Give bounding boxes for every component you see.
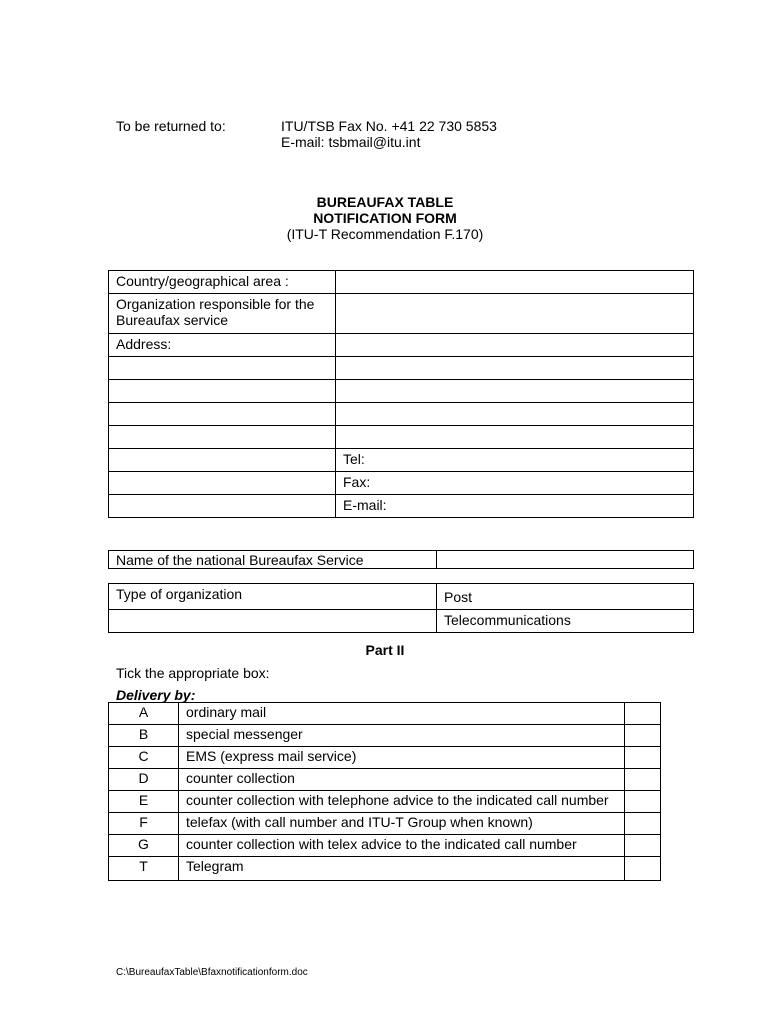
organization-label: [109, 294, 336, 334]
country-label: Country/geographical area :: [109, 271, 336, 294]
table-row: [109, 610, 694, 633]
email-field[interactable]: E-mail:: [336, 495, 694, 518]
table-row: [109, 791, 661, 813]
table-row: [109, 747, 661, 769]
delivery-checkbox[interactable]: [625, 813, 661, 835]
table-row: [109, 703, 661, 725]
table-row: [109, 584, 694, 610]
table-row: [109, 472, 694, 495]
address-line-field[interactable]: [109, 426, 336, 449]
return-to-label: To be returned to:: [116, 118, 226, 134]
address-line-field[interactable]: [109, 403, 336, 426]
delivery-checkbox[interactable]: [625, 747, 661, 769]
organization-table: [108, 270, 694, 518]
address-line-field[interactable]: [109, 449, 336, 472]
address-line-field[interactable]: [109, 472, 336, 495]
organization-label-line2: Bureaufax service: [116, 312, 229, 328]
organization-type-label: Type of organization: [109, 584, 437, 610]
option-post[interactable]: Post: [437, 584, 694, 610]
delivery-checkbox[interactable]: [625, 791, 661, 813]
table-row: [109, 857, 661, 881]
delivery-checkbox[interactable]: [625, 703, 661, 725]
table-row: [109, 426, 694, 449]
delivery-label: EMS (express mail service): [179, 747, 625, 769]
tel-field[interactable]: Tel:: [336, 449, 694, 472]
table-row: [109, 271, 694, 294]
service-name-table: [108, 550, 694, 569]
delivery-code: C: [109, 747, 179, 769]
address-line-field[interactable]: [109, 357, 336, 380]
option-telecommunications[interactable]: Telecommunications: [437, 610, 694, 633]
table-row: [109, 551, 694, 569]
part-two-heading: Part II: [365, 642, 405, 658]
service-name-field[interactable]: [437, 551, 694, 569]
address-line-field[interactable]: [336, 380, 694, 403]
delivery-label: ordinary mail: [179, 703, 625, 725]
file-path-footer: C:\BureaufaxTable\Bfaxnotificationform.doc: [116, 967, 308, 978]
delivery-checkbox[interactable]: [625, 725, 661, 747]
address-line-field[interactable]: [336, 426, 694, 449]
delivery-code: F: [109, 813, 179, 835]
delivery-label: counter collection: [179, 769, 625, 791]
table-row: [109, 769, 661, 791]
table-row: [109, 725, 661, 747]
address-line-field[interactable]: [336, 357, 694, 380]
table-row: [109, 449, 694, 472]
fax-field[interactable]: Fax:: [336, 472, 694, 495]
delivery-label: counter collection with telex advice to the indicated call number: [179, 835, 625, 857]
email-address-line: E-mail: tsbmail@itu.int: [281, 134, 421, 150]
delivery-heading: Delivery by:: [116, 687, 196, 703]
delivery-options-table: [108, 702, 661, 881]
country-field[interactable]: [336, 271, 694, 294]
organization-field[interactable]: [336, 294, 694, 334]
address-label: Address:: [109, 334, 336, 357]
address-line-field[interactable]: [109, 495, 336, 518]
table-row: [109, 334, 694, 357]
form-subtitle: (ITU-T Recommendation F.170): [286, 226, 484, 242]
delivery-checkbox[interactable]: [625, 769, 661, 791]
address-field[interactable]: [336, 334, 694, 357]
form-title-line2: NOTIFICATION FORM: [313, 210, 457, 226]
table-row: [109, 813, 661, 835]
table-row: [109, 380, 694, 403]
delivery-code: B: [109, 725, 179, 747]
organization-type-blank: [109, 610, 437, 633]
delivery-checkbox[interactable]: [625, 835, 661, 857]
delivery-code: D: [109, 769, 179, 791]
delivery-label: counter collection with telephone advice to the indicated call number: [179, 791, 625, 813]
organization-type-table: [108, 583, 694, 633]
delivery-code: A: [109, 703, 179, 725]
table-row: [109, 294, 694, 334]
table-row: [109, 835, 661, 857]
address-line-field[interactable]: [109, 380, 336, 403]
tick-instruction: Tick the appropriate box:: [116, 665, 270, 681]
form-title-line1: BUREAUFAX TABLE: [316, 194, 454, 210]
delivery-code: G: [109, 835, 179, 857]
service-name-label: Name of the national Bureaufax Service: [109, 551, 437, 569]
delivery-checkbox[interactable]: [625, 857, 661, 881]
delivery-label: special messenger: [179, 725, 625, 747]
delivery-code: E: [109, 791, 179, 813]
delivery-label: Telegram: [179, 857, 625, 881]
delivery-code: T: [109, 857, 179, 881]
fax-number-line: ITU/TSB Fax No. +41 22 730 5853: [281, 118, 497, 134]
organization-label-line1: Organization responsible for the: [116, 296, 315, 312]
table-row: [109, 403, 694, 426]
table-row: [109, 357, 694, 380]
address-line-field[interactable]: [336, 403, 694, 426]
table-row: [109, 495, 694, 518]
delivery-label: telefax (with call number and ITU-T Group when known): [179, 813, 625, 835]
